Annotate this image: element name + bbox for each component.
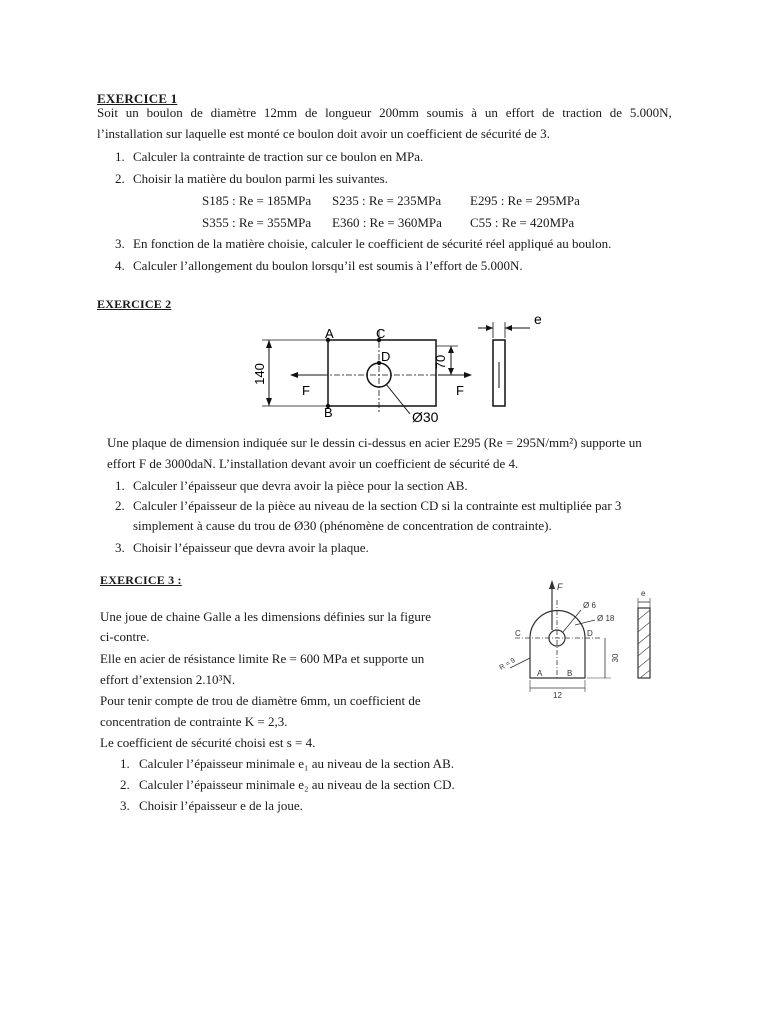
exercise-1-intro-line-1 bbox=[97, 105, 672, 121]
intro-word: soumis bbox=[426, 105, 464, 120]
label-d: D bbox=[587, 629, 593, 638]
exercise-2-plate-figure bbox=[240, 308, 560, 428]
label-c: C bbox=[376, 326, 386, 341]
intro-word: de bbox=[190, 105, 203, 120]
intro-word: boulon bbox=[146, 105, 183, 120]
intro-word: de bbox=[609, 105, 623, 120]
intro-word: Soit bbox=[97, 105, 118, 120]
label-a: A bbox=[325, 326, 334, 341]
ex1-item-3-text: En fonction de la matière choisie, calculer le coefficient de sécurité réel appliqué au boulon. bbox=[133, 236, 612, 251]
ex2-item-2-line-2: simplement à cause du trou de Ø30 (phénomène de concentration de contrainte). bbox=[133, 518, 552, 533]
ex3-line-4: effort d’extension 2.10³N. bbox=[100, 672, 236, 687]
intro-word: 12mm bbox=[263, 105, 298, 120]
intro-word: de bbox=[304, 105, 318, 120]
intro-word: un bbox=[125, 105, 139, 120]
intro-word: de bbox=[542, 105, 555, 120]
intro-word: à bbox=[471, 105, 478, 120]
ex1-item-4-text: Calculer l’allongement du boulon lorsqu’il est soumis à l’effort de 5.000N. bbox=[133, 258, 523, 273]
material-s355: S355 : Re = 355MPa bbox=[202, 215, 312, 230]
exercise-3-chain-link-figure bbox=[495, 580, 675, 705]
ex2-item-2-line-1: Calculer l’épaisseur de la pièce au niveau de la section CD si la contrainte est multipliée par 3 bbox=[133, 498, 622, 513]
ex2-item-3-text: Choisir l’épaisseur que devra avoir la plaque. bbox=[133, 540, 369, 555]
exercise-3-title: EXERCICE 3 : bbox=[100, 573, 182, 587]
ex3-item-3-number: 3. bbox=[120, 798, 130, 813]
label-d: D bbox=[381, 349, 391, 364]
dimension-12: 12 bbox=[553, 691, 562, 700]
diameter-6-label: Ø 6 bbox=[583, 601, 596, 610]
ex3-line-6: concentration de contrainte K = 2,3. bbox=[100, 714, 288, 729]
intro-word: 200mm bbox=[379, 105, 419, 120]
intro-word: diamètre bbox=[210, 105, 257, 120]
dimension-70: 70 bbox=[433, 354, 448, 370]
ex1-item-2-number: 2. bbox=[115, 171, 125, 186]
ex2-item-1-number: 1. bbox=[115, 478, 125, 493]
ex3-item-2-text: Calculer l’épaisseur minimale e₂ au niveau de la section CD. bbox=[139, 777, 455, 792]
dimension-140: 140 bbox=[252, 363, 267, 385]
label-a: A bbox=[537, 669, 543, 678]
exercise-2-intro-line-2: effort F de 3000daN. L’installation devant avoir un coefficient de sécurité de 4. bbox=[107, 456, 519, 471]
radius-label: R = 9 bbox=[498, 657, 517, 672]
ex3-line-3: Elle en acier de résistance limite Re = 600 MPa et supporte un bbox=[100, 651, 425, 666]
ex1-item-2-text: Choisir la matière du boulon parmi les suivantes. bbox=[133, 171, 388, 186]
material-e295: E295 : Re = 295MPa bbox=[470, 193, 580, 208]
label-c: C bbox=[515, 629, 521, 638]
label-b: B bbox=[324, 405, 333, 420]
ex1-item-1-number: 1. bbox=[115, 149, 125, 164]
ex3-line-7: Le coefficient de sécurité choisi est s = 4. bbox=[100, 735, 316, 750]
diameter-18-label: Ø 18 bbox=[597, 614, 615, 623]
intro-word: 5.000N, bbox=[629, 105, 672, 120]
dimension-30: 30 bbox=[611, 653, 620, 663]
material-s235: S235 : Re = 235MPa bbox=[332, 193, 442, 208]
force-left-label: F bbox=[302, 383, 310, 398]
ex3-item-1-number: 1. bbox=[120, 756, 130, 771]
intro-word: effort bbox=[505, 105, 535, 120]
ex3-item-2-number: 2. bbox=[120, 777, 130, 792]
material-c55: C55 : Re = 420MPa bbox=[470, 215, 575, 230]
ex2-item-2-number: 2. bbox=[115, 498, 125, 513]
thickness-e-label: e bbox=[641, 589, 646, 598]
intro-word: longueur bbox=[325, 105, 372, 120]
ex1-item-3-number: 3. bbox=[115, 236, 125, 251]
exercise-1-title: EXERCICE 1 bbox=[97, 91, 178, 106]
intro-word: traction bbox=[562, 105, 602, 120]
ex2-item-1-text: Calculer l’épaisseur que devra avoir la pièce pour la section AB. bbox=[133, 478, 468, 493]
force-f-label: F bbox=[557, 582, 563, 592]
material-e360: E360 : Re = 360MPa bbox=[332, 215, 442, 230]
thickness-e-label: e bbox=[534, 311, 542, 327]
diameter-30-label: Ø30 bbox=[412, 409, 439, 425]
ex3-line-5: Pour tenir compte de trou de diamètre 6mm, un coefficient de bbox=[100, 693, 421, 708]
ex2-item-3-number: 3. bbox=[115, 540, 125, 555]
exercise-2-title: EXERCICE 2 bbox=[97, 297, 172, 311]
ex3-line-1: Une joue de chaine Galle a les dimensions définies sur la figure bbox=[100, 609, 432, 624]
ex1-item-4-number: 4. bbox=[115, 258, 125, 273]
ex3-item-1-text: Calculer l’épaisseur minimale e₁ au niveau de la section AB. bbox=[139, 756, 454, 771]
force-right-label: F bbox=[456, 383, 464, 398]
exercise-2-intro-line-1: Une plaque de dimension indiquée sur le dessin ci-dessus en acier E295 (Re = 295N/mm²) supporte un bbox=[107, 435, 642, 450]
label-b: B bbox=[567, 669, 573, 678]
ex3-line-2: ci-contre. bbox=[100, 629, 150, 644]
ex1-item-1-text: Calculer la contrainte de traction sur ce boulon en MPa. bbox=[133, 149, 424, 164]
intro-word: un bbox=[484, 105, 498, 120]
ex3-item-3-text: Choisir l’épaisseur e de la joue. bbox=[139, 798, 303, 813]
exercise-1-intro-line-2: l’installation sur laquelle est monté ce boulon doit avoir un coefficient de sécurité de 3. bbox=[97, 126, 550, 141]
material-s185: S185 : Re = 185MPa bbox=[202, 193, 312, 208]
